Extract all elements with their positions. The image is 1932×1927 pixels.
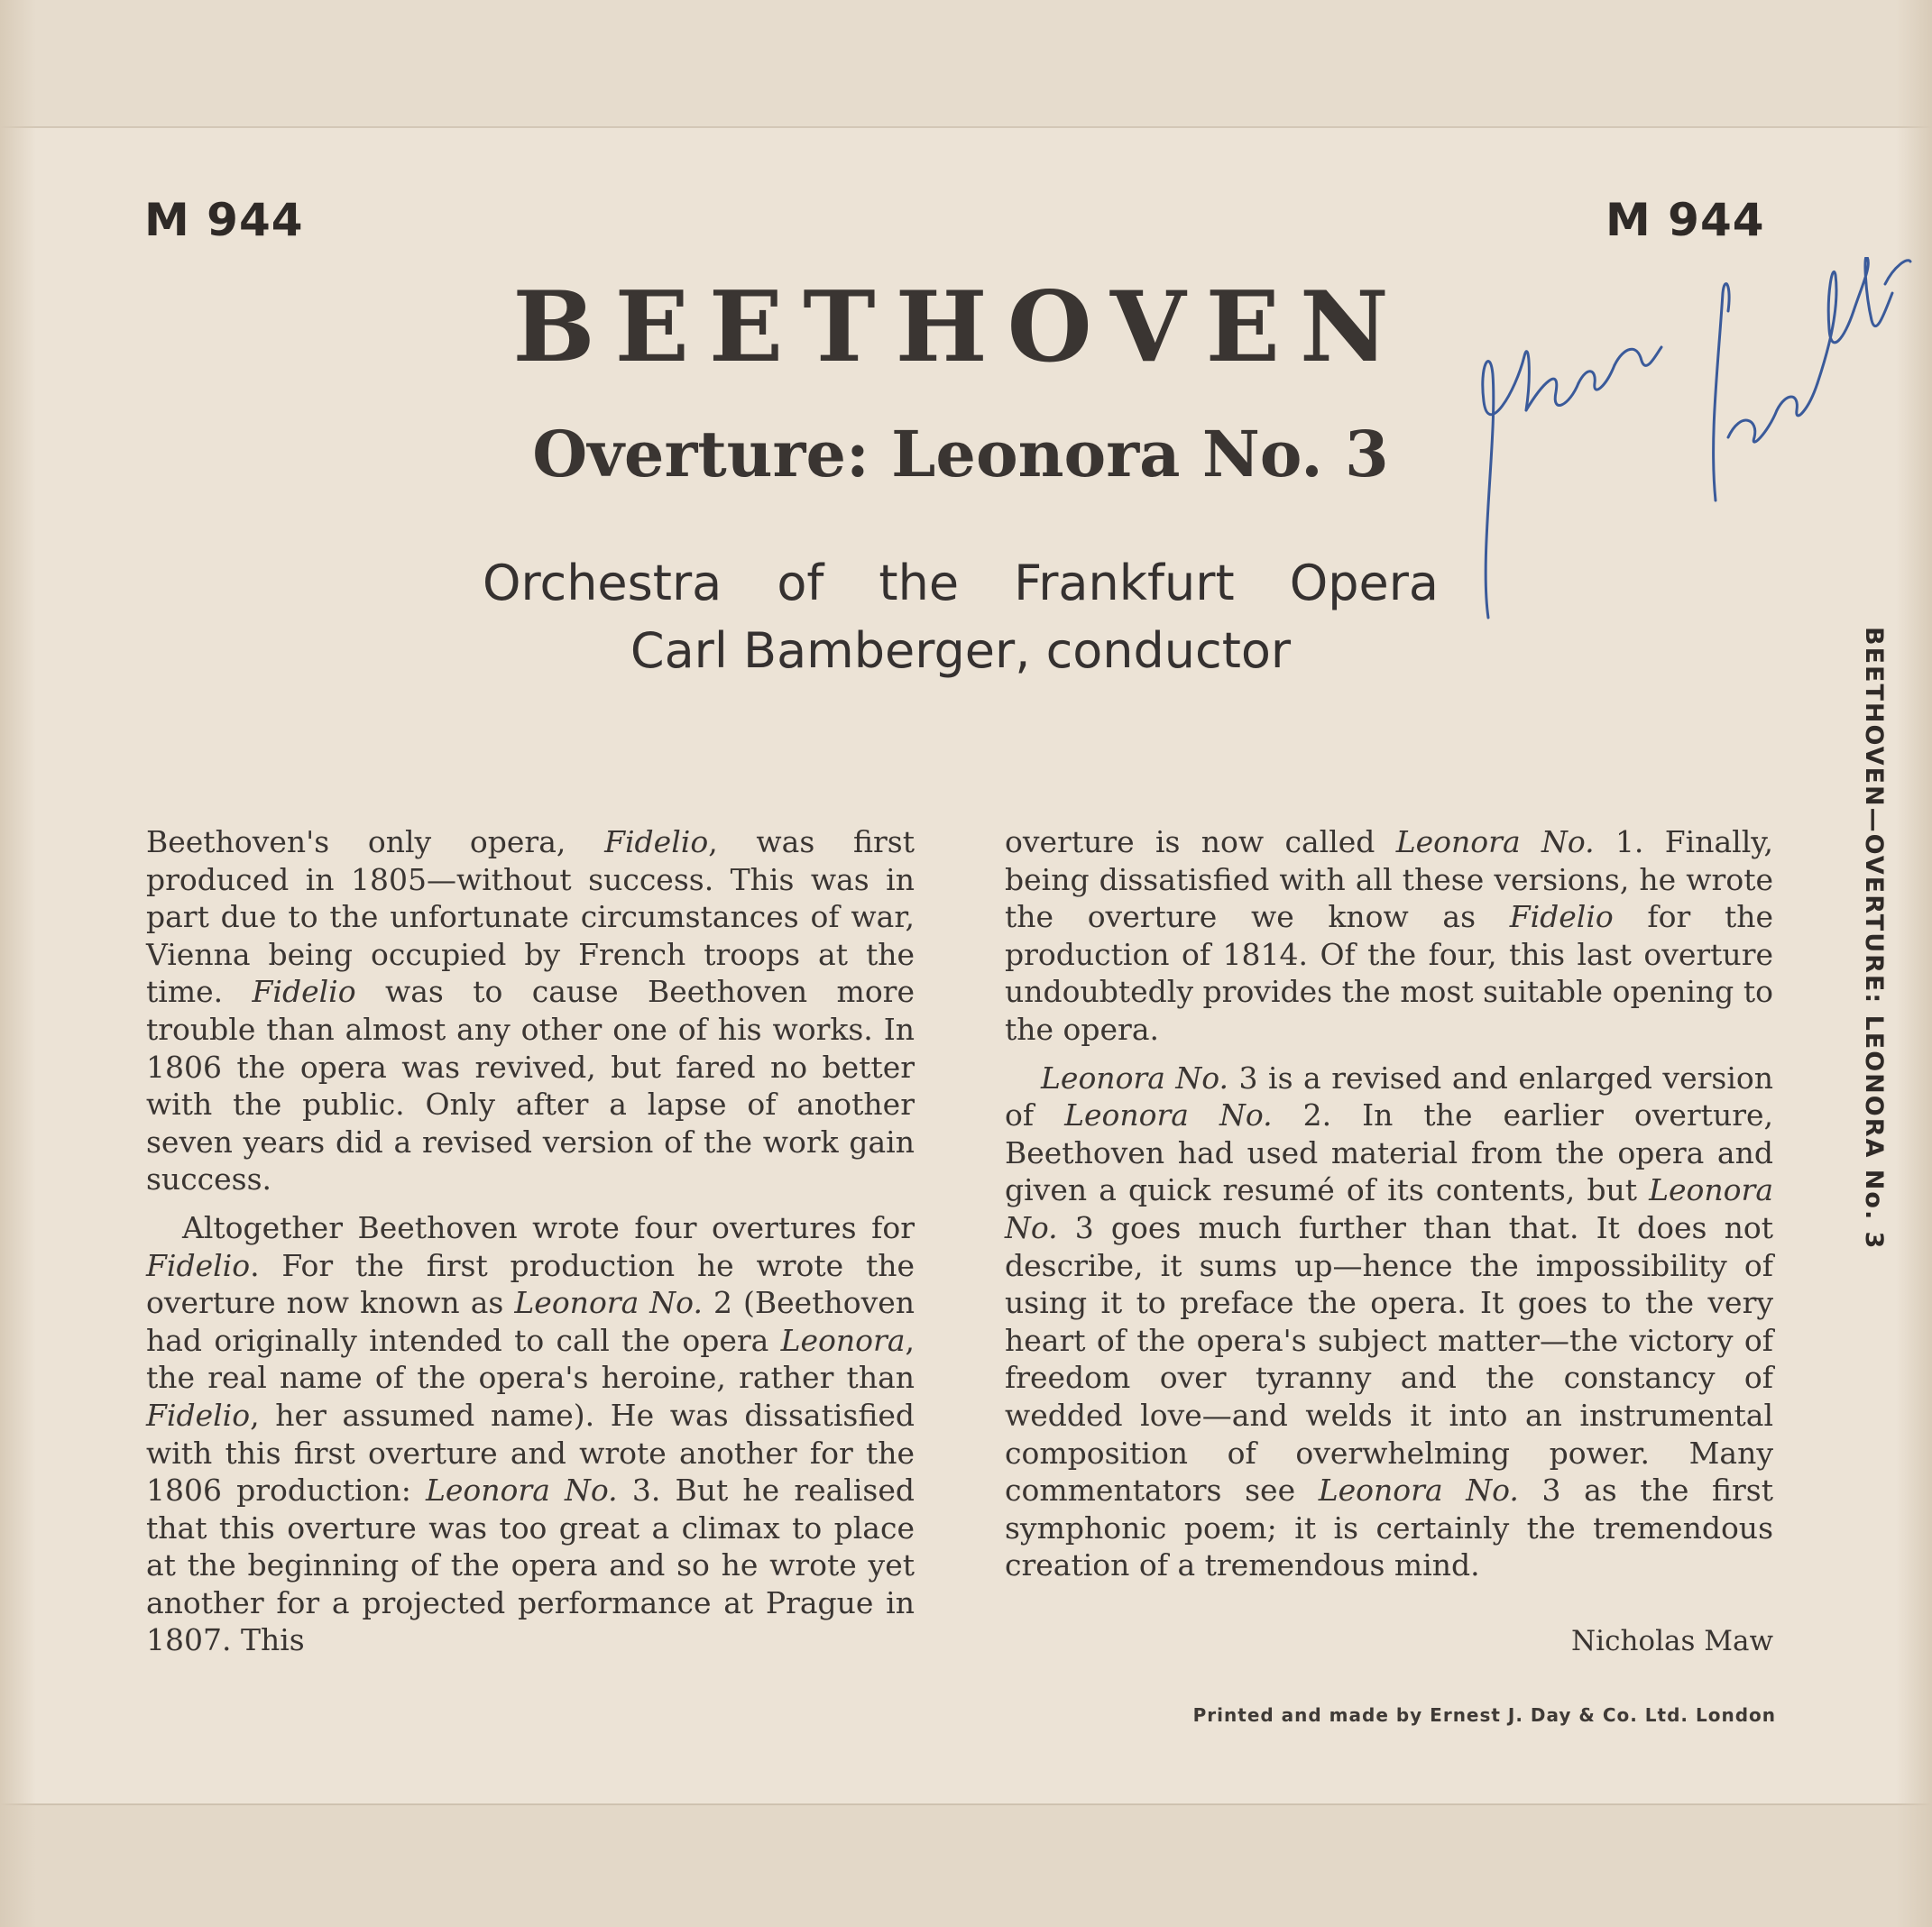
catalog-number-right: M 944 [1605,194,1765,246]
bottom-flap [0,1803,1932,1927]
notes-column-right [1005,823,1773,1595]
top-flap [0,0,1932,128]
left-edge-wear [0,0,36,1927]
composer-title: BEETHOVEN [512,271,1409,384]
notes-paragraph: Beethoven's only opera, Fidelio, was first produced in 1805—without success. This was in part due to the unfortunate circumstances of war, Vienna being occupied by French troops at the time. Fidelio was to cause Beethoven more trouble than almost any other one of his works. In 1806 the opera was revived, but fared no better with the public. Only after a lapse of another seven years did a revised version of the work gain success. [146,824,915,1197]
catalog-number-left: M 944 [144,194,304,246]
spine-text: BEETHOVEN—OVERTURE: LEONORA No. 3 [1860,627,1888,1251]
notes-column-left [146,823,915,1670]
notes-paragraph: Altogether Beethoven wrote four overtures for Fidelio. For the first production he wrote the overture now known as Leonora No. 2 (Beethoven had originally intended to call the opera Leonora, the real name of the opera's heroine, rather than Fidelio, her assumed name). He was dissatisfied with this first overture and wrote another for the 1806 production: Leonora No. 3. But he realised that this overture was too great a climax to place at the beginning of the opera and so he wrote yet another for a projected performance at Prague in 1807. This [146,1209,915,1658]
notes-paragraph: Leonora No. 3 is a revised and enlarged version of Leonora No. 2. In the earlier overture, Beethoven had used material from the opera and given a quick resumé of its contents, but Leonora No. 3 goes much further than that. It does not describe, it sums up—hence the impossibility of using it to preface the opera. It goes to the very heart of the opera's subject matter—the victory of freedom over tyranny and the constancy of wedded love—and welds it into an instrumental composition of overwhelming power. Many commentators see Leonora No. 3 as the first symphonic poem; it is certainly the tremendous creation of a tremendous mind. [1005,1060,1773,1583]
orchestra-name: Orchestra of the Frankfurt Opera [483,555,1439,611]
work-title: Overture: Leonora No. 3 [532,417,1389,491]
conductor-name: Carl Bamberger, conductor [630,622,1292,679]
printer-credit: Printed and made by Ernest J. Day & Co. Ltd. London [1192,1704,1776,1726]
notes-author: Nicholas Maw [1571,1625,1773,1657]
notes-paragraph: overture is now called Leonora No. 1. Finally, being dissatisfied with all these versions, he wrote the overture we know as Fidelio for the production of 1814. Of the four, this last overture undoubtedly provides the most suitable opening to the opera. [1005,824,1773,1047]
handwritten-signature [1461,257,1912,636]
